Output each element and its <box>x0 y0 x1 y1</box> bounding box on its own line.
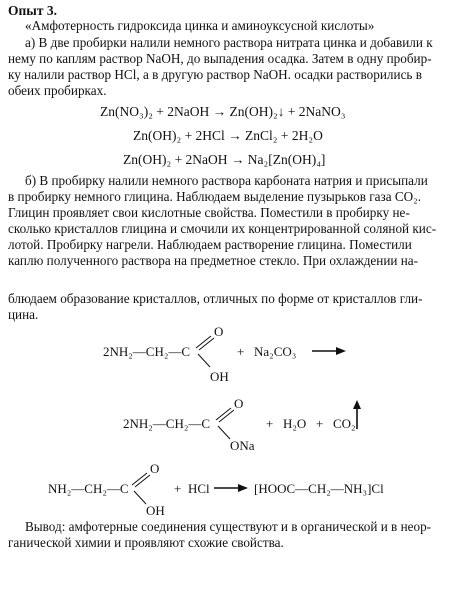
reaction3-product: [HOOC—CH₂—NH₃]Cl <box>254 481 384 496</box>
reaction1-glycine: 2NH₂—CH₂—C <box>103 344 191 359</box>
reaction1-arrow <box>312 345 346 357</box>
part-a-paragraph <box>8 35 442 99</box>
equation-1: Zn(NO₃)₂ + 2NaOH → Zn(OH)₂↓ + 2NaNO₃ <box>100 104 346 119</box>
part-b-line: сколько кристаллов глицина и смочили их концентрированной соляной кис- <box>8 221 437 236</box>
gas-evolution-arrow-icon <box>352 400 362 430</box>
part-b-line: б) В пробирку налили немного раствора карбоната натрия и присыпали <box>25 173 428 188</box>
reaction1-oxygen: O <box>214 324 224 339</box>
experiment-subtitle: «Амфотерность гидроксида цинка и аминоуксусной кислоты» <box>25 18 375 33</box>
reaction3-arrow <box>214 482 248 494</box>
reaction3-oxygen: O <box>150 461 160 476</box>
reaction2-oxygen: O <box>234 396 244 411</box>
part-b-line: в пробирку немного глицина. Наблюдаем выделение пузырьков газа CO₂. <box>8 189 422 204</box>
part-a-line: нему по каплям раствор NaOH, до выпадения осадка. Затем в одну пробир- <box>8 51 432 66</box>
reaction1-reagent: Na₂CO₃ <box>254 344 297 359</box>
part-b-continued <box>8 291 442 323</box>
reaction3-reagent: HCl <box>188 481 210 496</box>
reaction2-sodium-salt: ONa <box>230 438 255 453</box>
reaction1-plus: + <box>237 344 245 359</box>
part-b-line: блюдаем образование кристаллов, отличных по форме от кристаллов гли- <box>8 291 423 306</box>
conclusion-paragraph <box>8 519 442 551</box>
part-a-line: обеих пробирках. <box>8 83 107 98</box>
reaction2-water: H₂O <box>283 416 307 431</box>
part-b-line: цина. <box>8 307 39 322</box>
experiment-heading: Опыт 3. <box>8 3 57 18</box>
equation-2: Zn(OH)₂ + 2HCl → ZnCl₂ + 2H₂O <box>133 128 323 143</box>
reaction3-hydroxyl: OH <box>146 503 165 518</box>
reaction1-hydroxyl: OH <box>210 369 229 384</box>
part-b-paragraph <box>8 173 442 269</box>
reaction2-gas: CO₂ <box>333 416 356 431</box>
reaction2-glycine: 2NH₂—CH₂—C <box>123 416 211 431</box>
conclusion-line: ганической химии и проявляют схожие свойства. <box>8 535 284 550</box>
reaction2-plus-1: + <box>266 416 274 431</box>
reaction3-glycine: NH₂—CH₂—C <box>48 481 129 496</box>
reaction3-plus: + <box>174 481 182 496</box>
equation-3: Zn(OH)₂ + 2NaOH → Na₂[Zn(OH)₄] <box>123 152 326 167</box>
reaction2-plus-2: + <box>316 416 324 431</box>
part-a-line: ку налили раствор HCl, а в другую раствор NaOH. осадки растворились в <box>8 67 422 82</box>
part-a-line: а) В две пробирки налили немного раствора нитрата цинка и добавили к <box>25 35 433 50</box>
part-b-line: Глицин проявляет свои кислотные свойства. Поместили в пробирку не- <box>8 205 410 220</box>
part-b-line: каплю полученного раствора на предметное стекло. При охлаждении на- <box>8 253 419 268</box>
part-b-line: лотой. Пробирку нагрели. Наблюдаем растворение глицина. Поместили <box>8 237 412 252</box>
conclusion-line: Вывод: амфотерные соединения существуют и в органической и в неор- <box>25 519 432 534</box>
